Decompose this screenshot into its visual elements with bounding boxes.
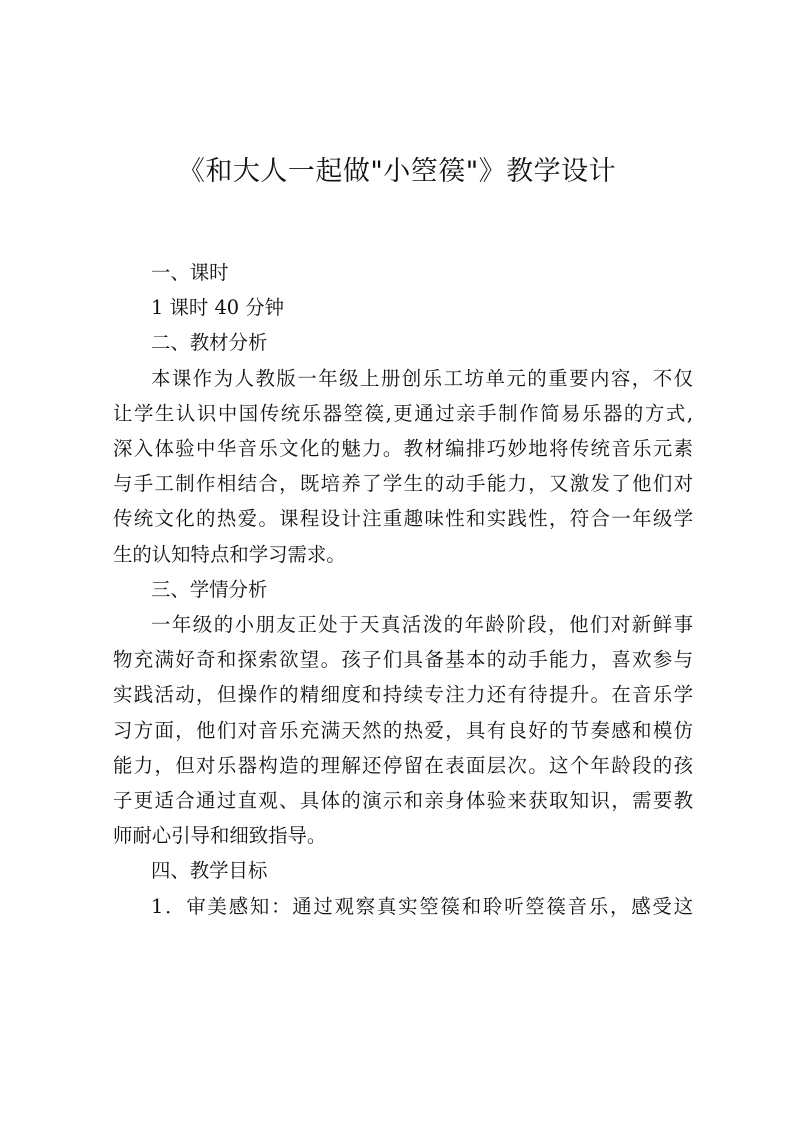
paragraph-line: 实践活动，但操作的精细度和持续专注力还有待提升。在音乐学 [113, 683, 693, 707]
paragraph-line: 师耐心引导和细致指导。 [113, 824, 327, 848]
paragraph-line: 能力，但对乐器构造的理解还停留在表面层次。这个年龄段的孩 [113, 753, 693, 777]
paragraph-line: 1．审美感知：通过观察真实箜篌和聆听箜篌音乐，感受这 [151, 894, 693, 918]
paragraph-line: 传统文化的热爱。课程设计注重趣味性和实践性，符合一年级学 [113, 507, 693, 531]
paragraph-line: 本课作为人教版一年级上册创乐工坊单元的重要内容，不仅 [151, 366, 693, 390]
paragraph-line: 习方面，他们对音乐充满天然的热爱，具有良好的节奏感和模仿 [113, 718, 693, 742]
section-heading-class-hours: 一、课时 [151, 261, 229, 284]
section-heading-textbook-analysis: 二、教材分析 [151, 331, 268, 355]
paragraph-line: 深入体验中华音乐文化的魅力。教材编排巧妙地将传统音乐元素 [113, 437, 693, 461]
document-body [113, 255, 693, 924]
document-title: 《和大人一起做"小箜篌"》教学设计 [177, 156, 617, 187]
paragraph-line: 子更适合通过直观、具体的演示和亲身体验来获取知识，需要教 [113, 789, 693, 813]
paragraph-line: 一年级的小朋友正处于天真活泼的年龄阶段，他们对新鲜事 [151, 613, 693, 637]
paragraph-line: 物充满好奇和探索欲望。孩子们具备基本的动手能力，喜欢参与 [113, 648, 693, 672]
section-heading-student-analysis: 三、学情分析 [151, 577, 268, 601]
paragraph-line: 生的认知特点和学习需求。 [113, 542, 346, 566]
paragraph-line: 与手工制作相结合，既培养了学生的动手能力，又激发了他们对 [113, 472, 693, 496]
paragraph-line: 1 课时 40 分钟 [151, 296, 285, 320]
paragraph-line: 让学生认识中国传统乐器箜篌,更通过亲手制作简易乐器的方式, [113, 401, 693, 425]
section-heading-teaching-objectives: 四、教学目标 [151, 859, 268, 883]
